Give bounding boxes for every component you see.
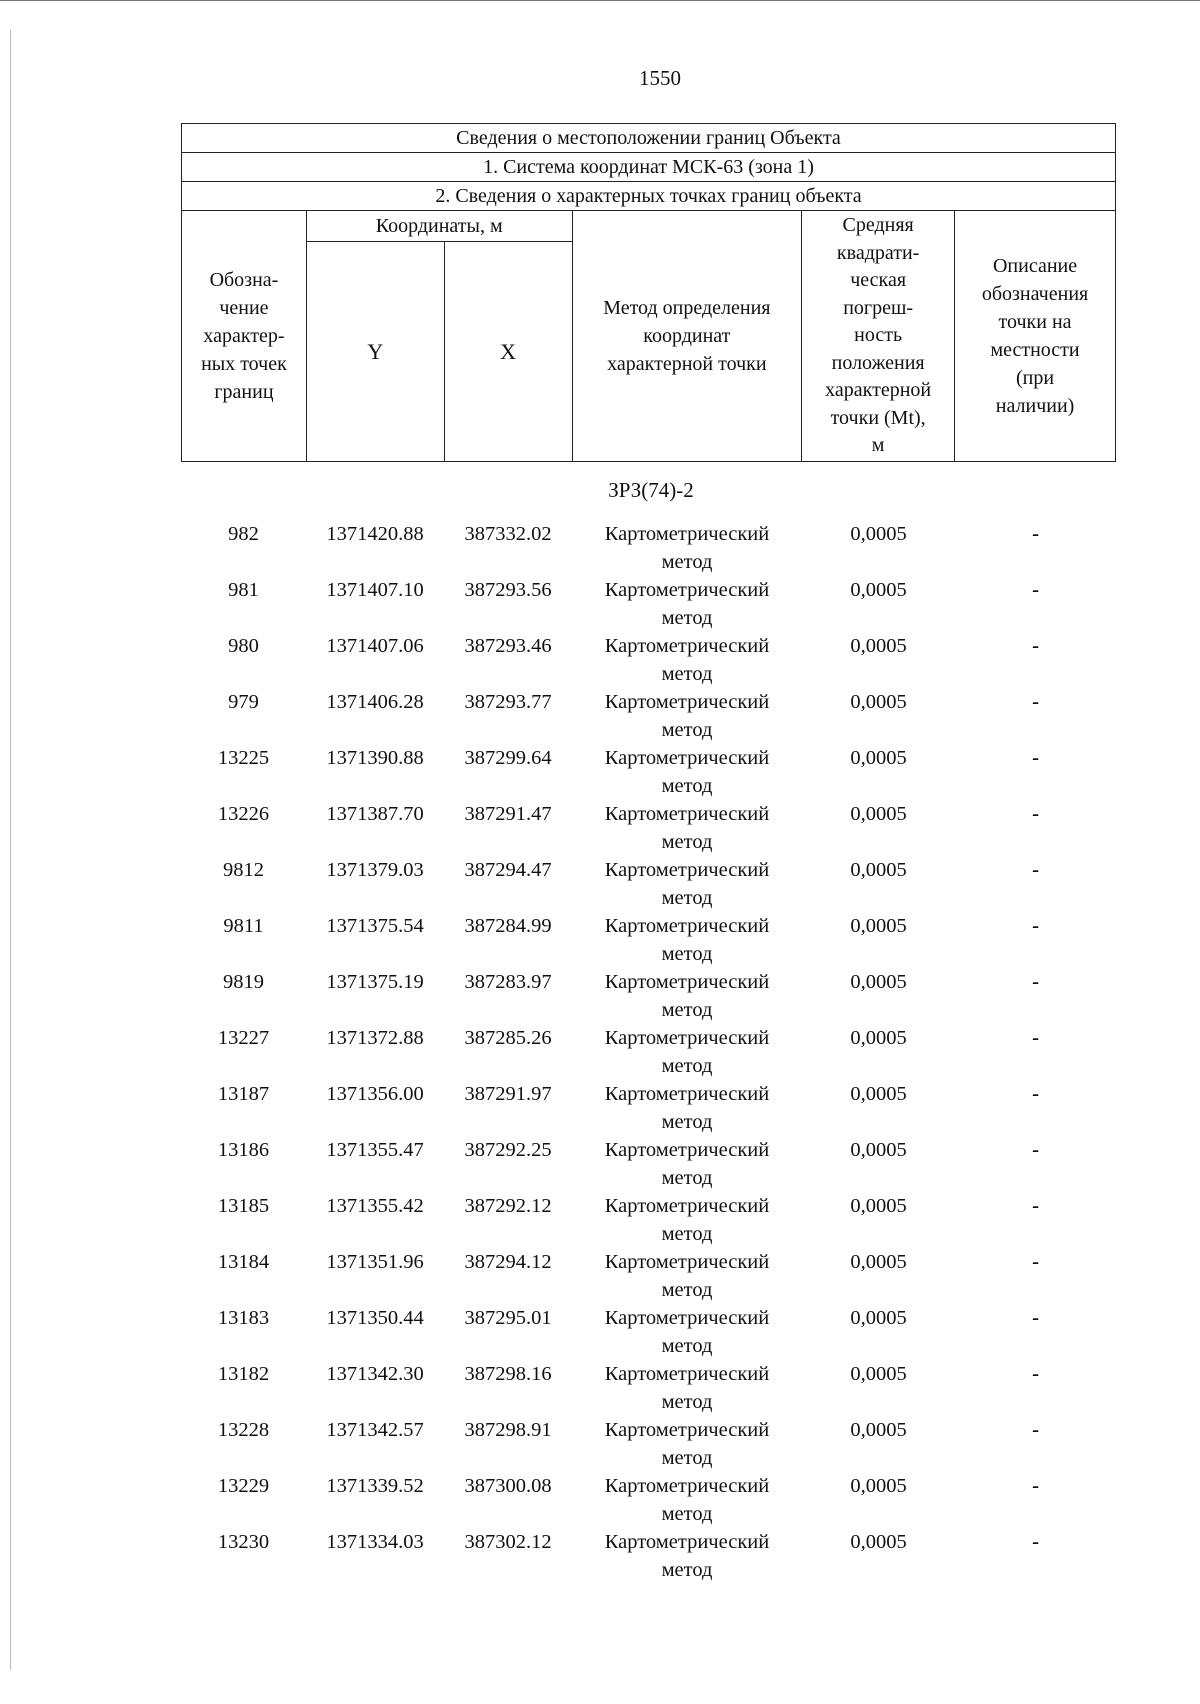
method	[572, 576, 802, 632]
mean-error: 0,0005	[850, 1195, 907, 1217]
header-table	[181, 123, 1116, 462]
point-id: 13228	[217, 1419, 270, 1441]
method-line-1: Картометрический	[604, 1251, 770, 1273]
method-line-2: метод	[661, 1055, 713, 1077]
mean-error: 0,0005	[850, 859, 907, 881]
method-line-2: метод	[661, 1503, 713, 1525]
mean-error: 0,0005	[850, 1475, 907, 1497]
method	[572, 800, 802, 856]
method	[572, 520, 802, 576]
method-line-2: метод	[661, 607, 713, 629]
mean-error: 0,0005	[850, 691, 907, 713]
table-row	[181, 744, 1116, 800]
method-line-1: Картометрический	[604, 1139, 770, 1161]
point-description: -	[1032, 1083, 1039, 1105]
table-title: Сведения о местоположении границ Объекта	[182, 124, 1116, 153]
point-id: 13226	[217, 803, 270, 825]
col-description: Описание обозначения точки на местности (при наличии)	[955, 211, 1116, 462]
method-line-1: Картометрический	[604, 1083, 770, 1105]
coord-y: 1371407.10	[326, 579, 424, 601]
method-line-1: Картометрический	[604, 1531, 770, 1553]
table-row	[181, 1192, 1116, 1248]
coord-y: 1371339.52	[326, 1475, 424, 1497]
point-description: -	[1032, 971, 1039, 993]
method-line-1: Картометрический	[604, 691, 770, 713]
method	[572, 744, 802, 800]
point-description: -	[1032, 1419, 1039, 1441]
point-id: 13227	[217, 1027, 270, 1049]
mean-error: 0,0005	[850, 803, 907, 825]
coord-x: 387299.64	[464, 747, 552, 769]
mean-error: 0,0005	[850, 1139, 907, 1161]
table-row	[181, 1304, 1116, 1360]
method-line-2: метод	[661, 1335, 713, 1357]
point-id: 13225	[217, 747, 270, 769]
method-line-1: Картометрический	[604, 579, 770, 601]
coord-y: 1371351.96	[326, 1251, 424, 1273]
mean-error: 0,0005	[850, 523, 907, 545]
method	[572, 1416, 802, 1472]
method	[572, 968, 802, 1024]
method-line-2: метод	[661, 551, 713, 573]
mean-error: 0,0005	[850, 1363, 907, 1385]
mean-error: 0,0005	[850, 1307, 907, 1329]
method-line-2: метод	[661, 999, 713, 1021]
method-line-1: Картометрический	[604, 1195, 770, 1217]
method	[572, 1080, 802, 1136]
method-line-2: метод	[661, 1279, 713, 1301]
coord-x: 387291.97	[464, 1083, 552, 1105]
point-description: -	[1032, 1139, 1039, 1161]
col-error: Средняя квадрати- ческая погреш- ность положения характерной точки (Mt), м	[802, 211, 955, 462]
coord-x: 387300.08	[464, 1475, 552, 1497]
table-row	[181, 912, 1116, 968]
scan-edge-left	[10, 30, 11, 1670]
mean-error: 0,0005	[850, 579, 907, 601]
coord-x: 387292.25	[464, 1139, 552, 1161]
point-description: -	[1032, 1363, 1039, 1385]
mean-error: 0,0005	[850, 915, 907, 937]
point-id: 981	[228, 579, 259, 601]
coord-x: 387294.47	[464, 859, 552, 881]
table-row	[181, 520, 1116, 576]
mean-error: 0,0005	[850, 1419, 907, 1441]
method-line-2: метод	[661, 1111, 713, 1133]
table-row	[181, 1416, 1116, 1472]
coord-x: 387293.56	[464, 579, 552, 601]
point-description: -	[1032, 1307, 1039, 1329]
point-description: -	[1032, 859, 1039, 881]
table-row	[181, 688, 1116, 744]
method-line-1: Картометрический	[604, 971, 770, 993]
coord-x: 387293.77	[464, 691, 552, 713]
point-description: -	[1032, 523, 1039, 545]
method-line-2: метод	[661, 775, 713, 797]
mean-error: 0,0005	[850, 971, 907, 993]
table-row	[181, 800, 1116, 856]
method-line-1: Картометрический	[604, 1027, 770, 1049]
table-row	[181, 1248, 1116, 1304]
method	[572, 1024, 802, 1080]
point-id: 13230	[217, 1531, 270, 1553]
method	[572, 632, 802, 688]
method-line-2: метод	[661, 719, 713, 741]
method-line-1: Картометрический	[604, 747, 770, 769]
coord-x: 387298.91	[464, 1419, 552, 1441]
point-id: 13183	[217, 1307, 270, 1329]
coord-y: 1371342.57	[326, 1419, 424, 1441]
coord-y: 1371372.88	[326, 1027, 424, 1049]
method-line-1: Картометрический	[604, 523, 770, 545]
coord-y: 1371387.70	[326, 803, 424, 825]
point-description: -	[1032, 1195, 1039, 1217]
coord-y: 1371350.44	[326, 1307, 424, 1329]
method-line-2: метод	[661, 1447, 713, 1469]
coord-x: 387285.26	[464, 1027, 552, 1049]
coord-x: 387293.46	[464, 635, 552, 657]
col-x: X	[444, 242, 572, 462]
method	[572, 1304, 802, 1360]
point-description: -	[1032, 579, 1039, 601]
table-row	[181, 576, 1116, 632]
table-row	[181, 968, 1116, 1024]
method	[572, 688, 802, 744]
col-y: Y	[306, 242, 444, 462]
method-line-2: метод	[661, 943, 713, 965]
col-designation: Обозна- чение характер- ных точек границ	[182, 211, 307, 462]
point-description: -	[1032, 747, 1039, 769]
method	[572, 1528, 802, 1584]
coord-x: 387298.16	[464, 1363, 552, 1385]
coord-y: 1371375.19	[326, 971, 424, 993]
point-description: -	[1032, 915, 1039, 937]
method	[572, 1360, 802, 1416]
coord-y: 1371355.42	[326, 1195, 424, 1217]
point-id: 9812	[223, 859, 264, 881]
table-row	[181, 1528, 1116, 1584]
point-description: -	[1032, 1027, 1039, 1049]
mean-error: 0,0005	[850, 1083, 907, 1105]
method-line-1: Картометрический	[604, 1475, 770, 1497]
method-line-1: Картометрический	[604, 859, 770, 881]
coord-y: 1371379.03	[326, 859, 424, 881]
point-description: -	[1032, 1531, 1039, 1553]
scan-edge-top	[0, 0, 1200, 1]
method	[572, 1192, 802, 1248]
mean-error: 0,0005	[850, 1531, 907, 1553]
table-row	[181, 1136, 1116, 1192]
mean-error: 0,0005	[850, 635, 907, 657]
point-description: -	[1032, 1475, 1039, 1497]
table-row	[181, 1080, 1116, 1136]
coord-x: 387292.12	[464, 1195, 552, 1217]
coord-y: 1371342.30	[326, 1363, 424, 1385]
col-method: Метод определения координат характерной точки	[572, 211, 802, 462]
method	[572, 856, 802, 912]
point-id: 13187	[217, 1083, 270, 1105]
point-id: 979	[228, 691, 259, 713]
mean-error: 0,0005	[850, 747, 907, 769]
point-id: 9811	[223, 915, 264, 937]
mean-error: 0,0005	[850, 1027, 907, 1049]
method-line-2: метод	[661, 663, 713, 685]
table-row	[181, 1024, 1116, 1080]
table-row	[181, 856, 1116, 912]
method-line-2: метод	[661, 887, 713, 909]
method-line-2: метод	[661, 831, 713, 853]
coord-y: 1371334.03	[326, 1531, 424, 1553]
table-row	[181, 1472, 1116, 1528]
point-id: 13229	[217, 1475, 270, 1497]
method-line-1: Картометрический	[604, 635, 770, 657]
coord-y: 1371375.54	[326, 915, 424, 937]
coordinate-system: 1. Система координат МСК-63 (зона 1)	[182, 153, 1116, 182]
coord-x: 387302.12	[464, 1531, 552, 1553]
coord-x: 387284.99	[464, 915, 552, 937]
coord-x: 387295.01	[464, 1307, 552, 1329]
page-number: 1550	[639, 66, 681, 90]
method-line-1: Картометрический	[604, 1307, 770, 1329]
method-line-1: Картометрический	[604, 1363, 770, 1385]
points-title: 2. Сведения о характерных точках границ объекта	[182, 182, 1116, 211]
method	[572, 912, 802, 968]
point-id: 13184	[217, 1251, 270, 1273]
coord-x: 387283.97	[464, 971, 552, 993]
points-list	[181, 520, 1116, 1584]
coord-x: 387291.47	[464, 803, 552, 825]
table-row	[181, 632, 1116, 688]
point-id: 13182	[217, 1363, 270, 1385]
coord-x: 387332.02	[464, 523, 552, 545]
method-line-2: метод	[661, 1559, 713, 1581]
point-description: -	[1032, 1251, 1039, 1273]
coord-y: 1371407.06	[326, 635, 424, 657]
point-id: 982	[228, 523, 259, 545]
point-id: 13186	[217, 1139, 270, 1161]
point-description: -	[1032, 803, 1039, 825]
coord-y: 1371356.00	[326, 1083, 424, 1105]
coord-y: 1371406.28	[326, 691, 424, 713]
point-id: 980	[228, 635, 259, 657]
point-id: 13185	[217, 1195, 270, 1217]
point-description: -	[1032, 635, 1039, 657]
coord-y: 1371420.88	[326, 523, 424, 545]
section-label: ЗРЗ(74)-2	[608, 478, 694, 502]
method-line-1: Картометрический	[604, 803, 770, 825]
method-line-2: метод	[661, 1223, 713, 1245]
coord-x: 387294.12	[464, 1251, 552, 1273]
method-line-2: метод	[661, 1391, 713, 1413]
coord-y: 1371355.47	[326, 1139, 424, 1161]
col-coords: Координаты, м	[306, 211, 572, 242]
method-line-1: Картометрический	[604, 915, 770, 937]
table-row	[181, 1360, 1116, 1416]
coord-y: 1371390.88	[326, 747, 424, 769]
point-description: -	[1032, 691, 1039, 713]
mean-error: 0,0005	[850, 1251, 907, 1273]
method	[572, 1472, 802, 1528]
method	[572, 1136, 802, 1192]
method-line-2: метод	[661, 1167, 713, 1189]
point-id: 9819	[223, 971, 264, 993]
method	[572, 1248, 802, 1304]
method-line-1: Картометрический	[604, 1419, 770, 1441]
